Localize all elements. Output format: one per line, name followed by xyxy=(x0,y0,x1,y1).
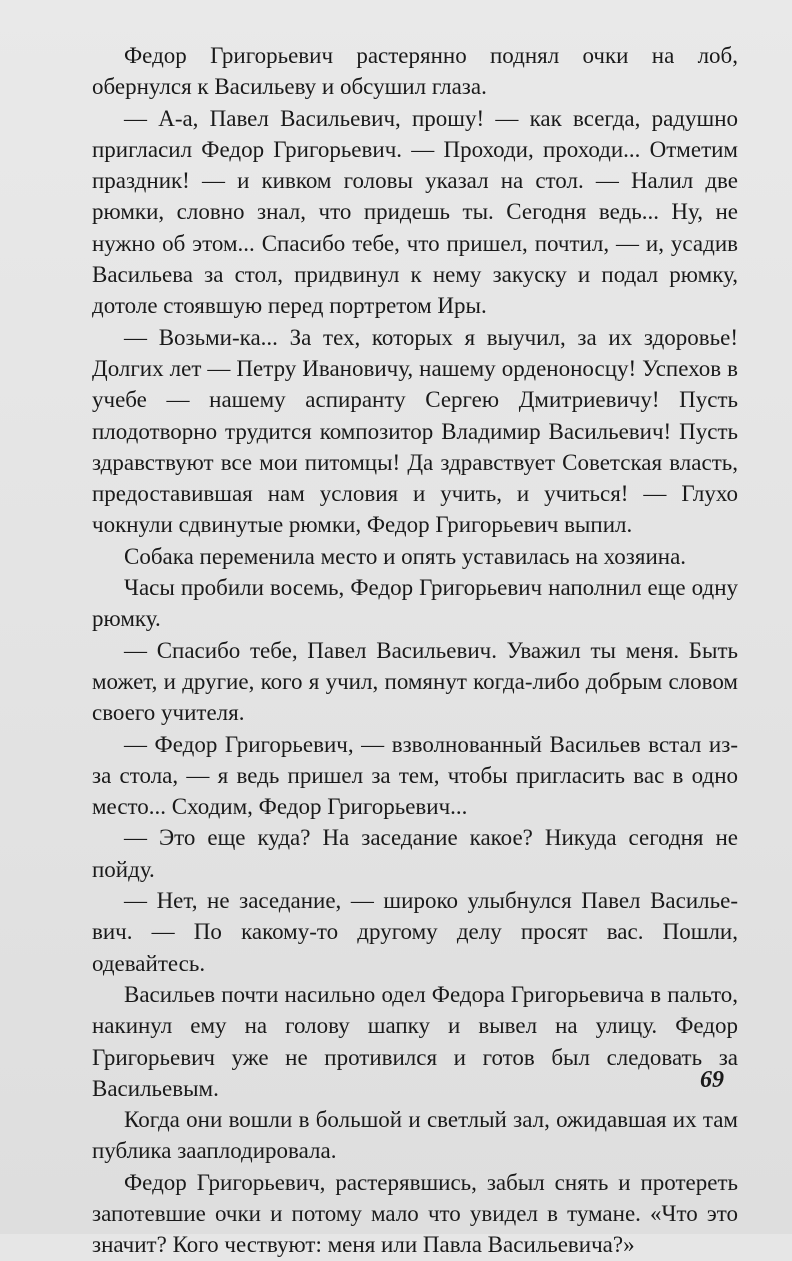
paragraph: Васильев почти насильно одел Федора Григорьевича в пальто, накинул ему на голову шапку и вывел на улицу. Федор Григорьевич уже не противился и готов был следовать за Васильевым. xyxy=(92,981,738,1101)
paragraph: Федор Григорьевич, растерявшись, забыл снять и протереть запотевшие очки и потому мало что увидел в тумане. «Что это значит? Кого чествуют: меня или Павла Васильевича?» xyxy=(92,1169,738,1258)
paragraph: — Это еще куда? На заседание какое? Никуда сегодня не пойду. xyxy=(92,825,738,882)
paragraph: — Нет, не заседание, — широко улыбнулся Павел Василье- вич. — По какому-то другому делу просят вас. Пошли, одевайтесь. xyxy=(92,888,738,976)
paragraph: Федор Григорьевич растерянно поднял очки на лоб, обернулся к Васильеву и обсушил глаза. xyxy=(92,43,738,100)
paragraph: — А-а, Павел Васильевич, прошу! — как всегда, радушно пригласил Федор Григорьевич. — Проходи, проходи... Отметим праздник! — и кивком головы указал на стол. — Налил две рюмки, словно знал, что придешь ты. Сегодня ведь... Ну, не нужно об этом... Спасибо тебе, что пришел, почтил, — и, усадив Васильева за стол, придвинул к нему закуску и подал рюмку, дотоле стоявшую перед портретом Иры. xyxy=(92,105,738,319)
paragraph: — Возьми-ка... За тех, которых я выучил, за их здоровье! Долгих лет — Петру Ивановичу, нашему орденоносцу! Успехов в учебе — нашему аспиранту Сергею Дмитриевичу! Пусть плодотворно трудится композитор Владимир Васильевич! Пусть здравствуют все мои питомцы! Да здравствует Советская власть, предоставившая нам условия и учить, и учиться! — Глухо чокнули сдвинутые рюмки, Федор Григорьевич выпил. xyxy=(92,324,738,538)
paragraph: — Федор Григорьевич, — взволнованный Васильев встал из-за стола, — я ведь пришел за тем, чтобы пригласить вас в одно место... Сходим, Федор Григорьевич... xyxy=(92,731,738,820)
paragraph: — Спасибо тебе, Павел Васильевич. Уважил ты меня. Быть может, и другие, кого я учил, помянут когда-либо добрым словом своего учителя. xyxy=(92,637,738,726)
paragraph: Часы пробили восемь, Федор Григорьевич наполнил еще одну рюмку. xyxy=(92,575,738,632)
paragraph: Когда они вошли в большой и светлый зал, ожидавшая их там публика зааплодировала. xyxy=(92,1107,738,1164)
page-number: 69 xyxy=(700,1067,724,1093)
page-text xyxy=(92,40,738,1261)
paragraph: Собака переменила место и опять уставилась на хозяина. xyxy=(124,543,687,569)
